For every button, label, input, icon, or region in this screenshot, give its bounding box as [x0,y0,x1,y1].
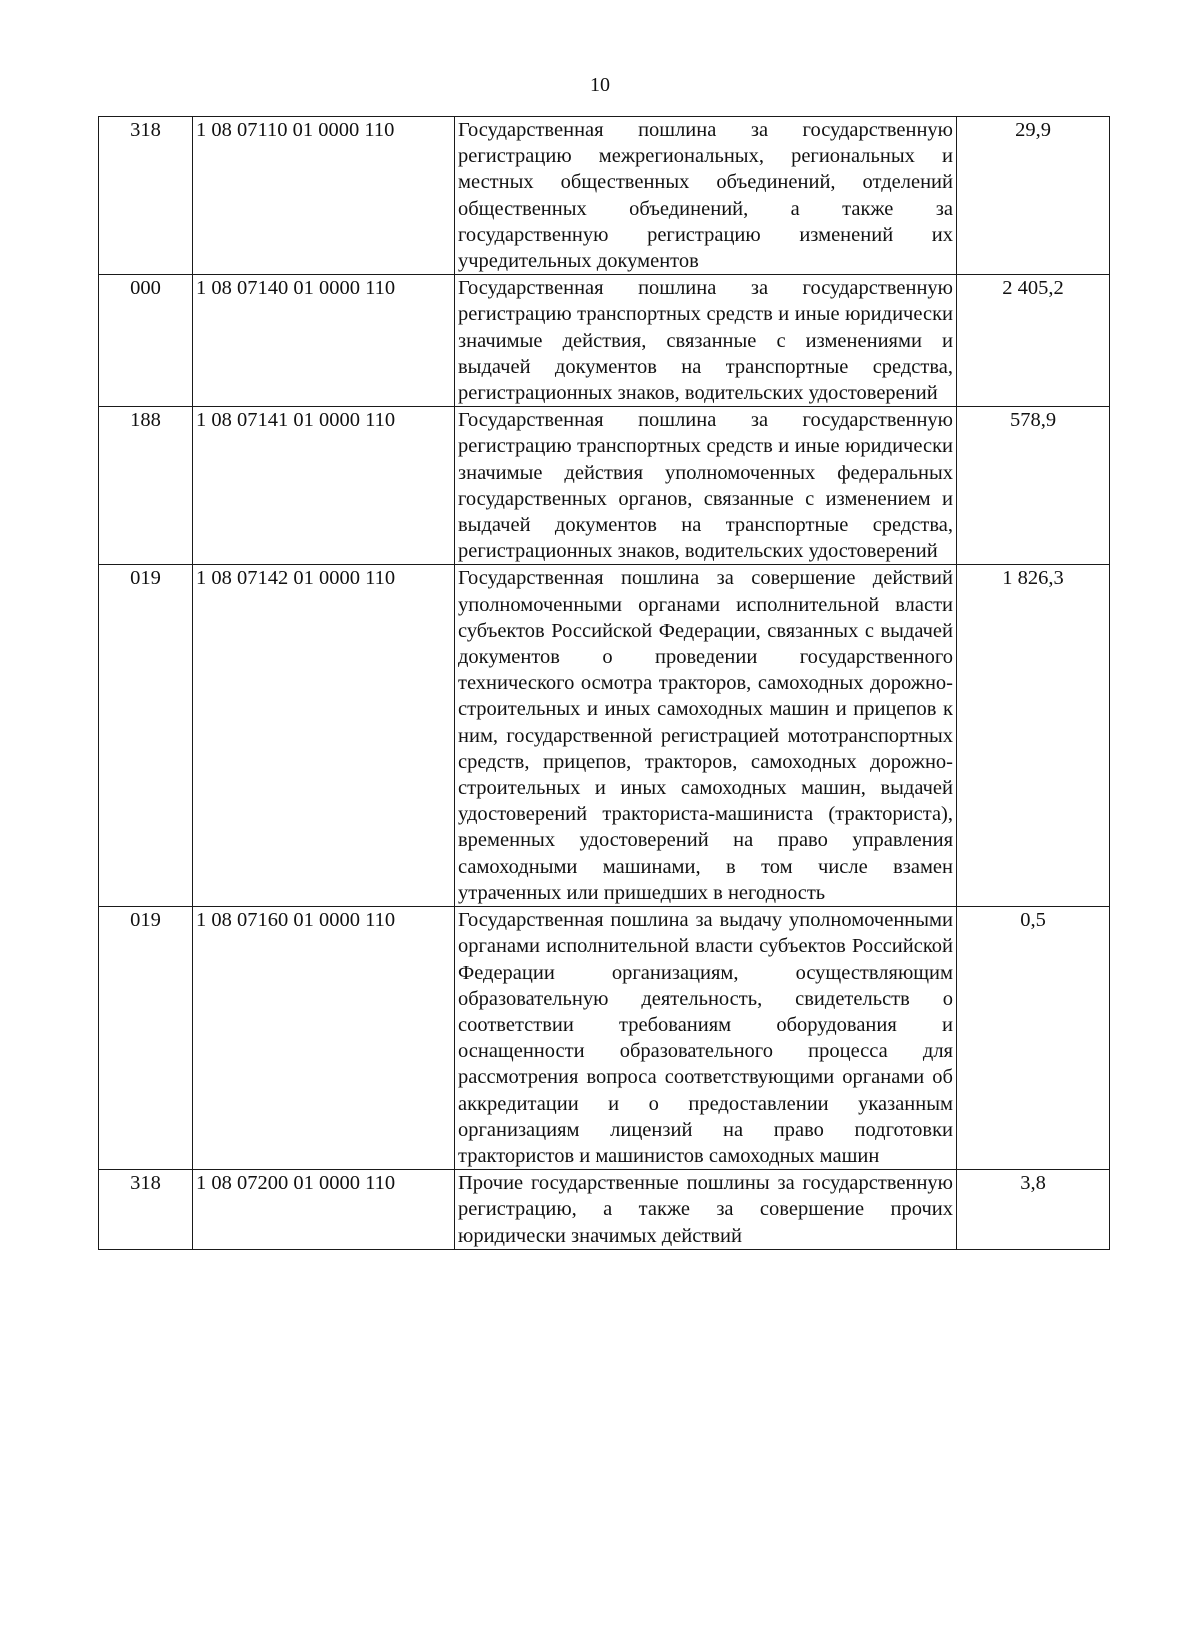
amount-cell: 3,8 [957,1170,1110,1250]
amount-cell: 2 405,2 [957,275,1110,407]
table-row [99,1170,1110,1250]
budget-code-cell: 1 08 07142 01 0000 110 [193,565,455,907]
table-row [99,407,1110,565]
description-cell: Государственная пошлина за государственную регистрацию межрегиональных, региональных и местных общественных объединений, отделений общественных объединений, а также за государственную регистрацию изменений их учредительных документов [455,117,957,275]
amount-cell: 578,9 [957,407,1110,565]
admin-code-cell: 019 [99,907,193,1170]
budget-code-cell: 1 08 07140 01 0000 110 [193,275,455,407]
budget-code-cell: 1 08 07110 01 0000 110 [193,117,455,275]
table-row [99,907,1110,1170]
description-cell: Прочие государственные пошлины за государственную регистрацию, а также за совершение прочих юридически значимых действий [455,1170,957,1250]
description-cell: Государственная пошлина за государственную регистрацию транспортных средств и иные юридически значимые действия, связанные с изменениями и выдачей документов на транспортные средства, регистрационных знаков, водительских удостоверений [455,275,957,407]
admin-code-cell: 188 [99,407,193,565]
admin-code-cell: 318 [99,1170,193,1250]
revenue-table [98,116,1110,1250]
table-row [99,565,1110,907]
admin-code-cell: 019 [99,565,193,907]
admin-code-cell: 318 [99,117,193,275]
page-number: 10 [590,74,610,96]
admin-code-cell: 000 [99,275,193,407]
description-cell: Государственная пошлина за выдачу уполномоченными органами исполнительной власти субъектов Российской Федерации организациям, осуществляющим образовательную деятельность, свидетельств о соответствии требованиям оборудования и оснащенности образовательного процесса для рассмотрения вопроса соответствующими органами об аккредитации и о предоставлении указанным организациям лицензий на право подготовки трактористов и машинистов самоходных машин [455,907,957,1170]
budget-code-cell: 1 08 07160 01 0000 110 [193,907,455,1170]
table-row [99,117,1110,275]
description-cell: Государственная пошлина за совершение действий уполномоченными органами исполнительной власти субъектов Российской Федерации, связанных с выдачей документов о проведении государственного технического осмотра тракторов, самоходных дорожно-строительных и иных самоходных машин и прицепов к ним, государственной регистрацией мототранспортных средств, прицепов, тракторов, самоходных дорожно-строительных и иных самоходных машин, выдачей удостоверений тракториста-машиниста (тракториста), временных удостоверений на право управления самоходными машинами, в том числе взамен утраченных или пришедших в негодность [455,565,957,907]
amount-cell: 0,5 [957,907,1110,1170]
budget-code-cell: 1 08 07200 01 0000 110 [193,1170,455,1250]
budget-code-cell: 1 08 07141 01 0000 110 [193,407,455,565]
amount-cell: 1 826,3 [957,565,1110,907]
description-cell: Государственная пошлина за государственную регистрацию транспортных средств и иные юридически значимые действия уполномоченных федеральных государственных органов, связанные с изменением и выдачей документов на транспортные средства, регистрационных знаков, водительских удостоверений [455,407,957,565]
amount-cell: 29,9 [957,117,1110,275]
table-row [99,275,1110,407]
